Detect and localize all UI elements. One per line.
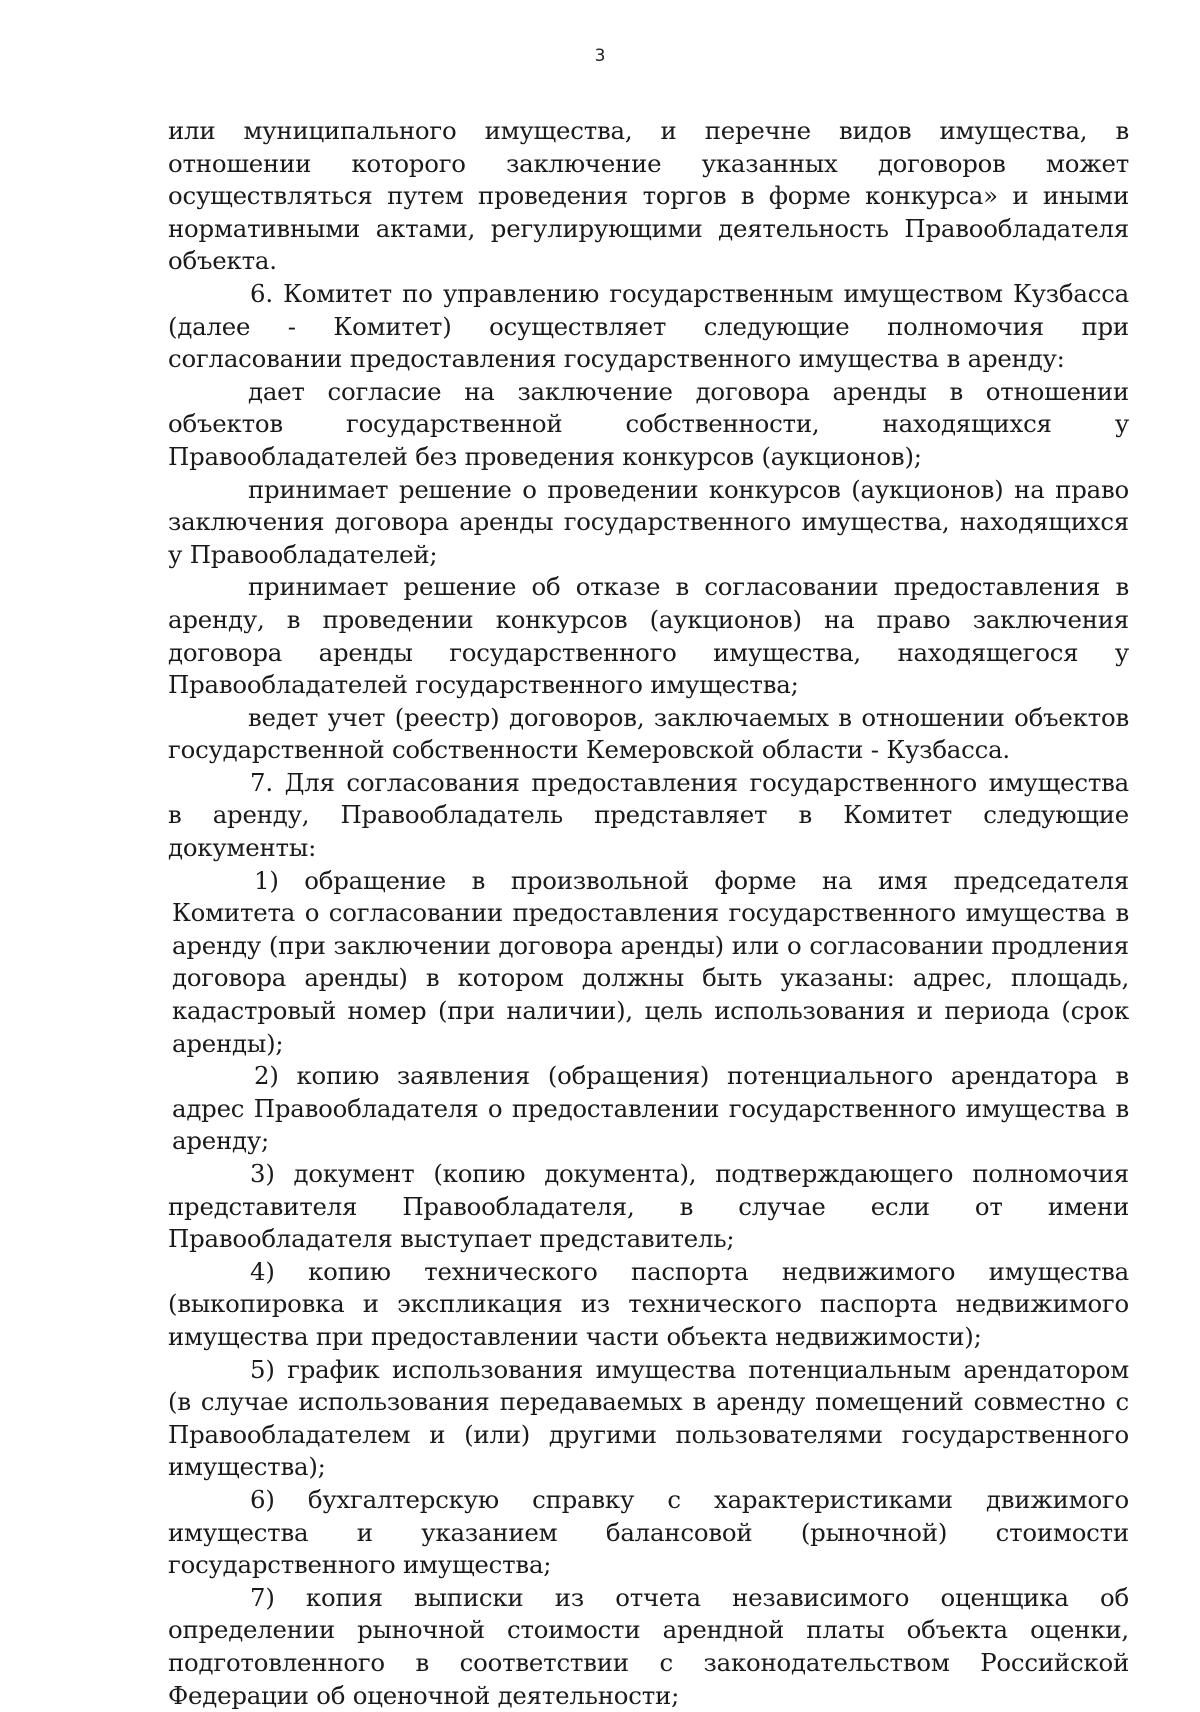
page-number: 3 (594, 46, 606, 66)
paragraph-item-6: 6. Комитет по управлению государственным имуществом Кузбасса (далее - Комитет) осуществляет следующие полномочия при согласовании предоставления государственного имущества в аренду: (168, 278, 1129, 374)
document-body (168, 115, 1129, 1712)
list-item-2: 2) копию заявления (обращения) потенциального арендатора в адрес Правообладателя о предоставлении государственного имущества в аренду; (172, 1061, 1129, 1156)
list-item-5: 5) график использования имущества потенциальным арендатором (в случае использования передаваемых в аренду помещений совместно с Правообладателем и (или) другими пользователями государственного имущества); (168, 1354, 1129, 1482)
paragraph-powers-tender: принимает решение о проведении конкурсов (аукционов) на право заключения договора аренды государственного имущества, находящихся у Правообладателей; (168, 474, 1129, 569)
paragraph-powers-refusal: принимает решение об отказе в согласовании предоставления в аренду, в проведении конкурсов (аукционов) на право заключения договора аренды государственного имущества, находящегося у Правообладателей государственного имущества; (168, 572, 1129, 700)
paragraph-item-7: 7. Для согласования предоставления государственного имущества в аренду, Правообладатель представляет в Комитет следующие документы: (168, 767, 1129, 863)
list-item-1: 1) обращение в произвольной форме на имя председателя Комитета о согласовании предоставления государственного имущества в аренду (при заключении договора аренды) или о согласовании продления договора аренды) в котором должны быть указаны: адрес, площадь, кадастровый номер (при наличии), цель использования и периода (срок аренды); (172, 865, 1129, 1058)
list-item-3: 3) документ (копию документа), подтверждающего полномочия представителя Правообладателя, в случае если от имени Правообладателя выступает представитель; (168, 1159, 1129, 1254)
list-item-6: 6) бухгалтерскую справку с характеристиками движимого имущества и указанием балансовой (рыночной) стоимости государственного имущества; (168, 1484, 1129, 1580)
paragraph-continuation: или муниципального имущества, и перечне видов имущества, в отношении которого заключение указанных договоров может осуществляться путем проведения торгов в форме конкурса» и иными нормативными актами, регулирующими деятельность Правообладателя объекта. (168, 116, 1129, 276)
list-item-4: 4) копию технического паспорта недвижимого имущества (выкопировка и экспликация из технического паспорта недвижимого имущества при предоставлении части объекта недвижимости); (168, 1256, 1129, 1351)
list-item-7: 7) копия выписки из отчета независимого оценщика об определении рыночной стоимости арендной платы объекта оценки, подготовленного в соответствии с законодательством Российской Федерации об оценочной деятельности; (168, 1582, 1129, 1710)
paragraph-powers-registry: ведет учет (реестр) договоров, заключаемых в отношении объектов государственной собственности Кемеровской области - Кузбасса. (168, 702, 1129, 765)
paragraph-powers-consent: дает согласие на заключение договора аренды в отношении объектов государственной собственности, находящихся у Правообладателей без проведения конкурсов (аукционов); (168, 376, 1129, 471)
